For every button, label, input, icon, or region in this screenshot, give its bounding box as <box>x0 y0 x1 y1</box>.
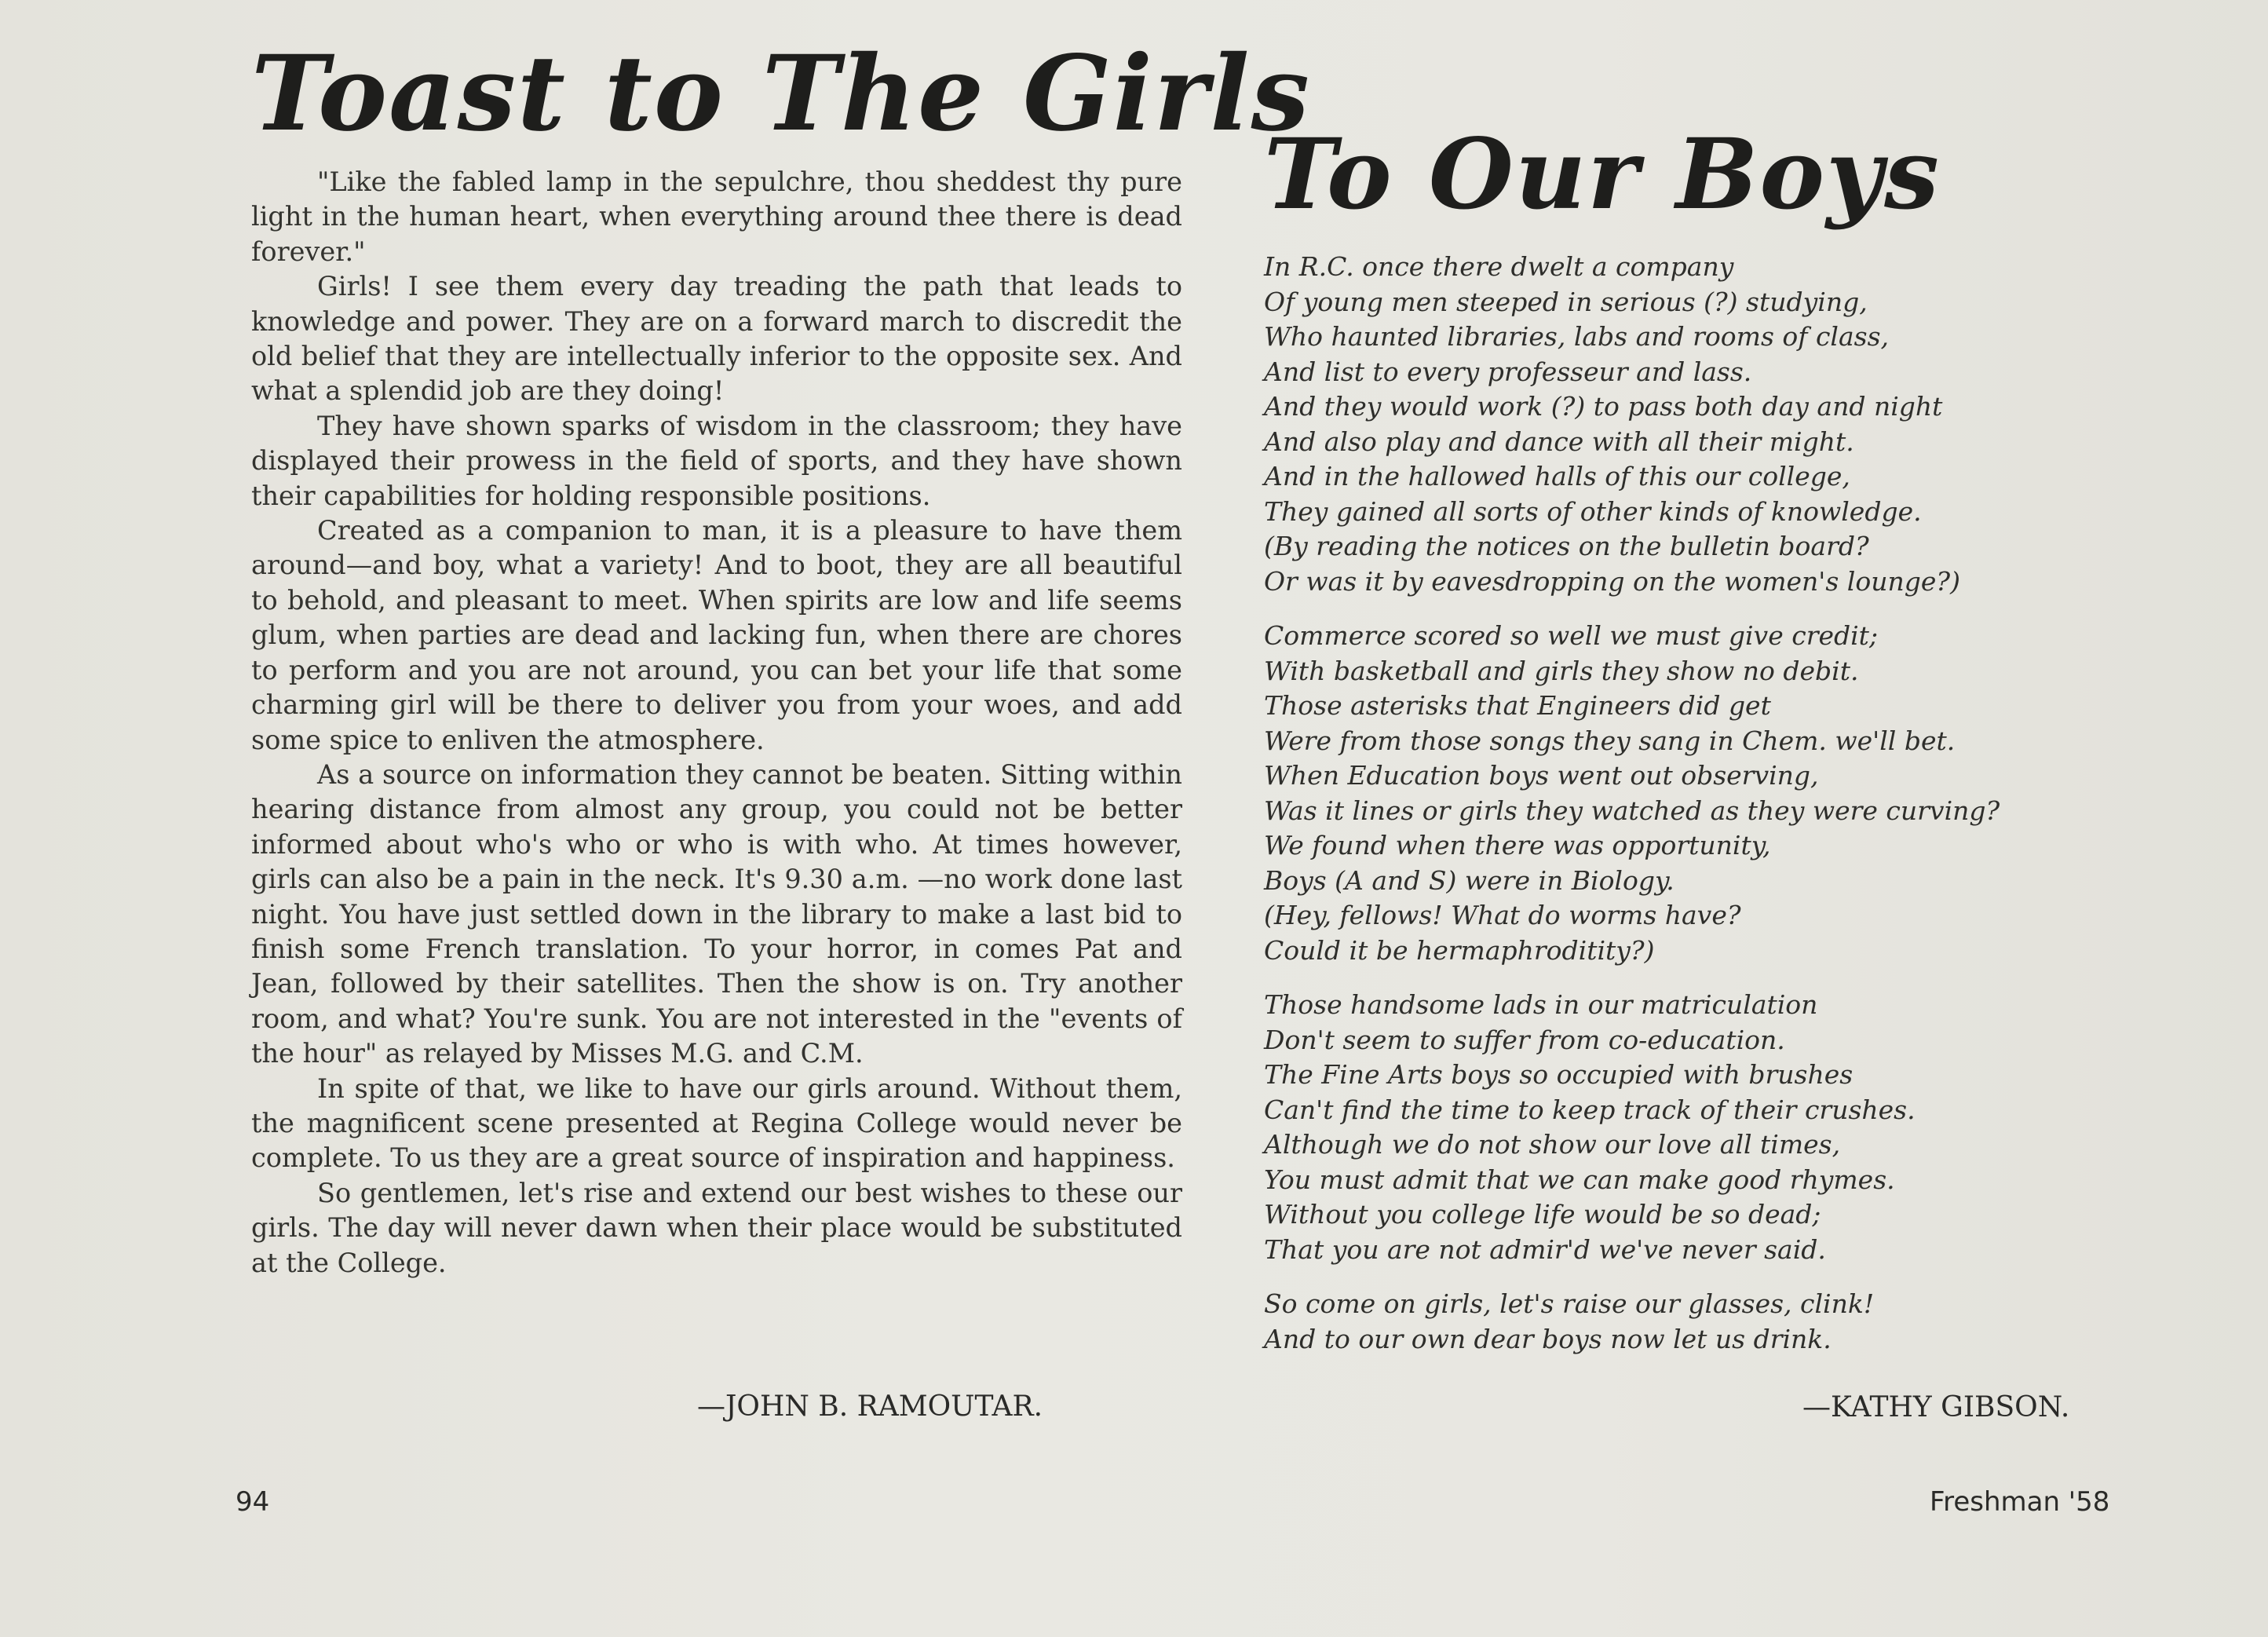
page-number: 94 <box>236 1486 270 1518</box>
poem-stanza <box>1264 988 2112 1267</box>
poem-line: So come on girls, let's raise our glasses, clink! <box>1264 1288 1875 1319</box>
poem-line: They gained all sorts of other kinds of knowledge. <box>1264 495 1922 527</box>
left-article-signature: —JOHN B. RAMOUTAR. <box>697 1390 1043 1423</box>
poem-line: And also play and dance with all their might. <box>1264 426 1854 457</box>
left-article-body <box>251 165 1182 1281</box>
poem-line: Could it be hermaphroditity?) <box>1264 934 1655 966</box>
poem-line: Can't find the time to keep track of their crushes. <box>1264 1094 1916 1125</box>
essay-paragraph: As a source on information they cannot be beaten. Sitting within hearing distance from almost any group, you could not be better informed about who's who or who is with who. At times however, girls can also be a pain in the neck. It's 9.30 a.m. —no work done last night. You have just settled down in the library to make a last bid to finish some French translation. To your horror, in comes Pat and Jean, followed by their satellites. Then the show is on. Try another room, and what? You're sunk. You are not interested in the "events of the hour" as relayed by Misses M.G. and C.M. <box>251 758 1182 1069</box>
poem-line: (By reading the notices on the bulletin board? <box>1264 531 1869 561</box>
right-article-title: To Our Boys <box>1264 118 1941 232</box>
poem-line: With basketball and girls they show no debit. <box>1264 655 1859 686</box>
poem-line: Was it lines or girls they watched as they were curving? <box>1264 795 2000 826</box>
essay-paragraph: "Like the fabled lamp in the sepulchre, thou sheddest thy pure light in the human heart, when everything around thee there is dead forever." <box>251 166 1182 267</box>
poem-line: Although we do not show our love all times, <box>1264 1129 1841 1160</box>
poem-line: We found when there was opportunity, <box>1264 830 1771 861</box>
poem-line: Don't seem to suffer from co-education. <box>1264 1024 1785 1055</box>
right-article-poem <box>1264 250 2112 1376</box>
poem-line: Who haunted libraries, labs and rooms of class, <box>1264 321 1890 352</box>
poem-line: (Hey, fellows! What do worms have? <box>1264 900 1741 930</box>
poem-line: Those handsome lads in our matriculation <box>1264 989 1818 1020</box>
essay-paragraph: They have shown sparks of wisdom in the classroom; they have displayed their prowess in the field of sports, and they have shown their capabilities for holding responsible positions. <box>251 410 1182 511</box>
poem-line: In R.C. once there dwelt a company <box>1264 251 1734 282</box>
poem-line: And list to every professeur and lass. <box>1264 356 1752 387</box>
publication-label: Freshman '58 <box>1930 1486 2110 1518</box>
left-article-title: Toast to The Girls <box>251 33 1311 155</box>
essay-paragraph: So gentlemen, let's rise and extend our best wishes to these our girls. The day will never dawn when their place would be substituted at the College. <box>251 1177 1182 1278</box>
poem-line: Without you college life would be so dead; <box>1264 1199 1821 1230</box>
poem-line: Or was it by eavesdropping on the women's lounge?) <box>1264 565 1960 597</box>
poem-line: And to our own dear boys now let us drink. <box>1264 1323 1832 1354</box>
essay-paragraph: Girls! I see them every day treading the path that leads to knowledge and power. They are on a forward march to discredit the old belief that they are intellectually inferior to the opposite sex. And what a splendid job are they doing! <box>251 271 1182 407</box>
essay-paragraph: In spite of that, we like to have our girls around. Without them, the magnificent scene presented at Regina College would never be complete. To us they are a great source of inspiration and happiness. <box>251 1072 1182 1174</box>
poem-stanza <box>1264 619 2112 968</box>
poem-line: Those asterisks that Engineers did get <box>1264 690 1771 721</box>
essay-paragraph: Created as a companion to man, it is a pleasure to have them around—and boy, what a variety! And to boot, they are all beautiful to behold, and pleasant to meet. When spirits are low and life seems glum, when parties are dead and lacking fun, when there are chores to perform and you are not around, you can bet your life that some charming girl will be there to deliver you from your woes, and add some spice to enliven the atmosphere. <box>251 515 1182 755</box>
poem-line: That you are not admir'd we've never said. <box>1264 1233 1826 1265</box>
poem-line: Of young men steeped in serious (?) studying, <box>1264 286 1868 317</box>
poem-line: The Fine Arts boys so occupied with brushes <box>1264 1059 1853 1090</box>
poem-line: Commerce scored so well we must give credit; <box>1264 620 1879 651</box>
poem-line: You must admit that we can make good rhymes. <box>1264 1164 1895 1195</box>
poem-line: And they would work (?) to pass both day and night <box>1264 391 1943 422</box>
right-article-signature: —KATHY GIBSON. <box>1802 1391 2070 1423</box>
poem-stanza <box>1264 1287 2112 1357</box>
poem-line: And in the hallowed halls of this our college, <box>1264 461 1850 491</box>
poem-line: Were from those songs they sang in Chem. we'll bet. <box>1264 725 1956 756</box>
poem-line: When Education boys went out observing, <box>1264 760 1819 791</box>
poem-stanza <box>1264 250 2112 599</box>
poem-line: Boys (A and S) were in Biology. <box>1264 864 1675 896</box>
